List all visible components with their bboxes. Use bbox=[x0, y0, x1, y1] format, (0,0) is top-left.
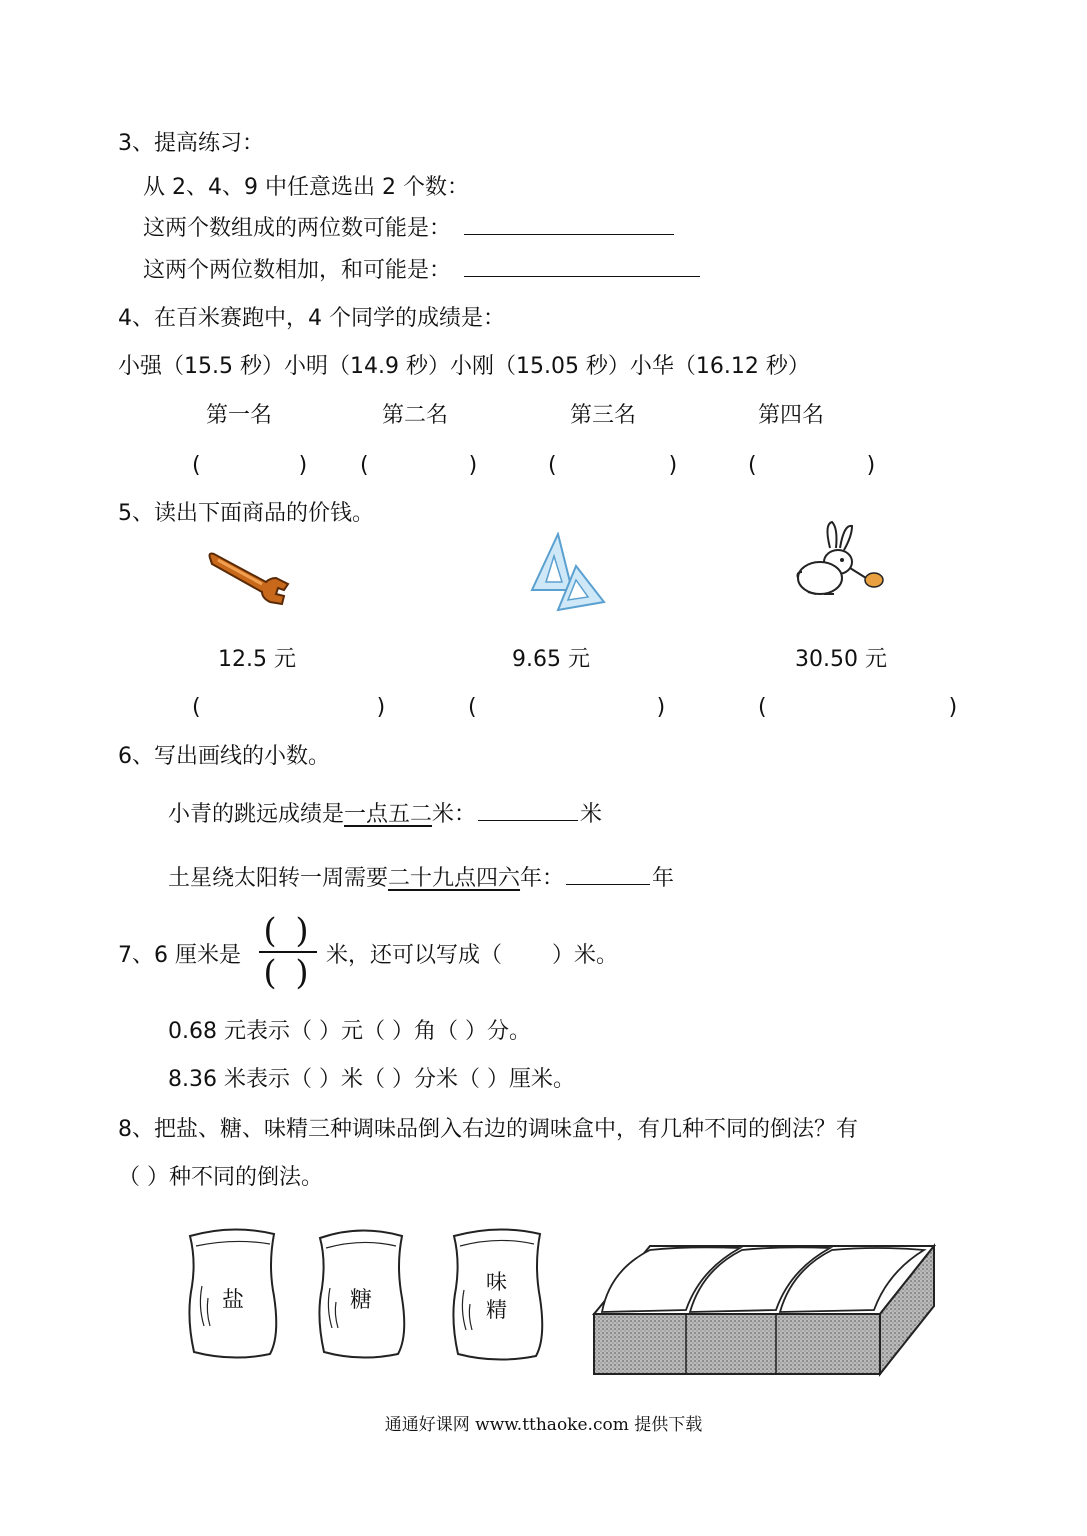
bag-label: 糖 bbox=[350, 1288, 373, 1313]
q7-suffix-end: ）米。 bbox=[552, 943, 619, 968]
q7-prefix: 7、6 厘米是 bbox=[118, 943, 241, 968]
paren: ( bbox=[758, 695, 767, 720]
q7-line2: 0.68 元表示（ ）元（ ）角（ ）分。 bbox=[168, 1019, 531, 1044]
paren: ) bbox=[468, 453, 478, 478]
q3-line2 bbox=[143, 214, 674, 243]
rank-label: 第三名 bbox=[570, 403, 637, 428]
wrench-icon bbox=[204, 548, 294, 608]
q3-line2-text: 这两个数组成的两位数可能是： bbox=[143, 216, 452, 241]
unit-label: 米 bbox=[580, 802, 603, 827]
q7-line3: 8.36 米表示（ ）米（ ）分米（ ）厘米。 bbox=[168, 1067, 575, 1092]
paren: ( bbox=[748, 453, 757, 478]
underlined-number: 一点五二 bbox=[344, 802, 433, 827]
paren: ( bbox=[360, 453, 369, 478]
price-answer-2[interactable] bbox=[468, 694, 665, 722]
triangle-ruler-icon bbox=[528, 532, 608, 612]
bag-label: 味 精 bbox=[486, 1270, 507, 1322]
fraction-blank[interactable] bbox=[258, 912, 318, 992]
price-answer-1[interactable] bbox=[192, 694, 385, 722]
q4-results: 小强（15.5 秒）小明（14.9 秒）小刚（15.05 秒）小华（16.12 秒） bbox=[118, 354, 810, 379]
q6-line2 bbox=[168, 864, 674, 893]
rank-label: 第一名 bbox=[206, 403, 273, 428]
rank-answer-3[interactable] bbox=[548, 452, 677, 480]
paren: ( bbox=[548, 453, 557, 478]
paren: ) bbox=[298, 453, 308, 478]
footer: 通通好课网 www.tthaoke.com 提供下载 bbox=[384, 1415, 703, 1435]
answer-blank[interactable] bbox=[464, 214, 674, 235]
q3-line1: 从 2、4、9 中任意选出 2 个数： bbox=[143, 175, 469, 200]
answer-blank[interactable] bbox=[566, 864, 650, 885]
denominator-paren: ( ) bbox=[263, 953, 313, 993]
bag-label: 盐 bbox=[222, 1288, 245, 1313]
price-label: 9.65 元 bbox=[512, 647, 590, 672]
q6-line1-suffix: 米： bbox=[432, 802, 477, 827]
price-answer-3[interactable] bbox=[758, 694, 957, 722]
rabbit-icon bbox=[794, 518, 886, 602]
numerator-paren: ( ) bbox=[263, 911, 313, 951]
answer-blank[interactable] bbox=[464, 256, 700, 277]
paren: ) bbox=[948, 695, 958, 720]
q6-line2-prefix: 土星绕太阳转一周需要 bbox=[168, 866, 389, 891]
paren: ) bbox=[656, 695, 666, 720]
price-label: 12.5 元 bbox=[218, 647, 296, 672]
rank-label: 第二名 bbox=[382, 403, 449, 428]
q6-line2-suffix: 年： bbox=[520, 866, 565, 891]
q3-title: 3、提高练习： bbox=[118, 131, 264, 156]
rank-answer-4[interactable] bbox=[748, 452, 875, 480]
paren: ) bbox=[866, 453, 876, 478]
q6-title: 6、写出画线的小数。 bbox=[118, 744, 330, 769]
q3-line3-text: 这两个两位数相加，和可能是： bbox=[143, 258, 452, 283]
q7-suffix bbox=[326, 942, 618, 970]
rank-answer-1[interactable] bbox=[192, 452, 307, 480]
q4-title: 4、在百米赛跑中，4 个同学的成绩是： bbox=[118, 306, 505, 331]
price-label: 30.50 元 bbox=[795, 647, 887, 672]
q6-line1-prefix: 小青的跳远成绩是 bbox=[168, 802, 345, 827]
q3-line3 bbox=[143, 256, 700, 285]
paren: ( bbox=[468, 695, 477, 720]
q8-line1: 8、把盐、糖、味精三种调味品倒入右边的调味盒中，有几种不同的倒法？有 bbox=[118, 1117, 858, 1142]
underlined-number: 二十九点四六 bbox=[388, 866, 521, 891]
paren: ( bbox=[192, 453, 201, 478]
paren: ( bbox=[192, 695, 201, 720]
paren: ) bbox=[376, 695, 386, 720]
q7-suffix-text: 米，还可以写成（ bbox=[326, 943, 503, 968]
paren: ) bbox=[668, 453, 678, 478]
answer-blank[interactable] bbox=[478, 800, 578, 821]
q5-title: 5、读出下面商品的价钱。 bbox=[118, 501, 374, 526]
rank-label: 第四名 bbox=[758, 403, 825, 428]
seasoning-box-icon bbox=[590, 1240, 938, 1380]
unit-label: 年 bbox=[652, 866, 675, 891]
q8-line2: （ ）种不同的倒法。 bbox=[118, 1165, 323, 1190]
rank-answer-2[interactable] bbox=[360, 452, 477, 480]
q6-line1 bbox=[168, 800, 602, 829]
